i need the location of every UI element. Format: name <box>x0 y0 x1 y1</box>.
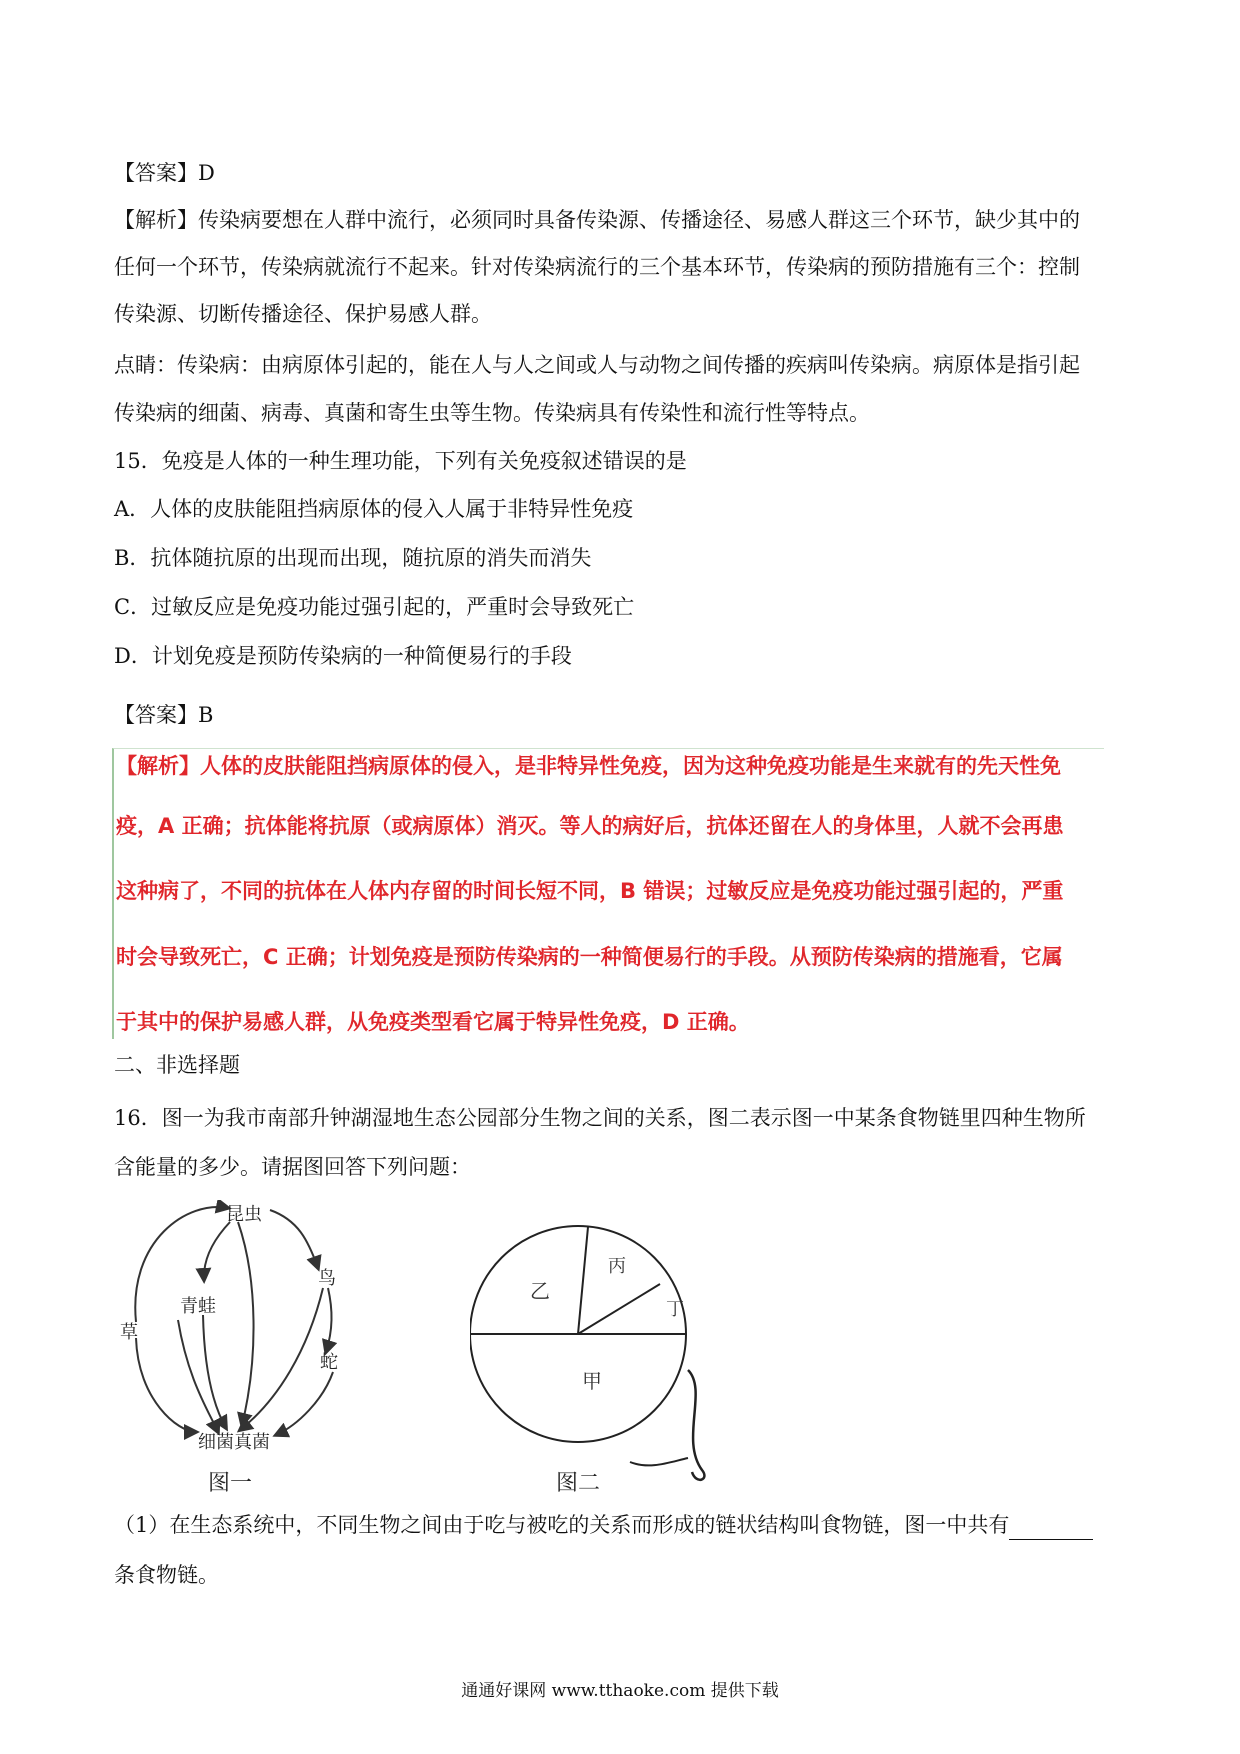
question-16-sub-1 <box>114 1510 1093 1540</box>
question-15-option-b: B．抗体随抗原的出现而出现，随抗原的消失而消失 <box>114 546 592 570</box>
node-microbe: 细菌真菌 <box>198 1432 270 1453</box>
page-footer: 通通好课网 www.tthaoke.com 提供下载 <box>461 1681 779 1701</box>
analysis-15-line-2: 疫，A 正确；抗体能将抗原（或病原体）消灭。等人的病好后，抗体还留在人的身体里，人就不会再患 <box>116 814 1064 838</box>
analysis-15-line-1: 【解析】人体的皮肤能阻挡病原体的侵入，是非特异性免疫，因为这种免疫功能是生来就有的先天性免 <box>116 754 1061 778</box>
figure-2-energy-pie <box>470 1200 730 1500</box>
pie-label-a: 甲 <box>582 1369 602 1393</box>
pie-label-c: 丙 <box>608 1256 626 1277</box>
question-16-stem-line-2: 含能量的多少。请据图回答下列问题： <box>114 1155 471 1179</box>
answer-14: 【答案】D <box>114 161 215 185</box>
analysis-14-line-3: 传染源、切断传播途径、保护易感人群。 <box>114 302 492 326</box>
node-bird: 鸟 <box>318 1268 336 1289</box>
question-16-sub-1-end: 条食物链。 <box>114 1563 219 1587</box>
question-15-option-c: C．过敏反应是免疫功能过强引起的，严重时会导致死亡 <box>114 595 635 619</box>
analysis-14-line-1: 【解析】传染病要想在人群中流行，必须同时具备传染源、传播途径、易感人群这三个环节，缺少其中的 <box>114 208 1080 232</box>
node-insect: 昆虫 <box>226 1204 262 1225</box>
analysis-14-line-4: 点睛：传染病：由病原体引起的，能在人与人之间或人与动物之间传播的疾病叫传染病。病原体是指引起 <box>114 353 1080 377</box>
figure-1-food-web <box>118 1200 398 1500</box>
pie-label-d: 丁 <box>666 1299 684 1320</box>
section-heading: 二、非选择题 <box>114 1053 240 1077</box>
question-15-stem: 15．免疫是人体的一种生理功能，下列有关免疫叙述错误的是 <box>114 449 687 473</box>
analysis-15-line-3: 这种病了，不同的抗体在人体内存留的时间长短不同，B 错误；过敏反应是免疫功能过强引起的，严重 <box>116 879 1064 903</box>
node-frog: 青蛙 <box>180 1296 216 1317</box>
node-grass: 草 <box>120 1322 138 1343</box>
analysis-14-line-5: 传染病的细菌、病毒、真菌和寄生虫等生物。传染病具有传染性和流行性等特点。 <box>114 401 870 425</box>
analysis-15-line-4: 时会导致死亡，C 正确；计划免疫是预防传染病的一种简便易行的手段。从预防传染病的措施看，它属 <box>116 945 1063 969</box>
question-15-option-d: D．计划免疫是预防传染病的一种简便易行的手段 <box>114 644 572 668</box>
answer-15: 【答案】B <box>114 703 214 727</box>
answer-blank[interactable] <box>1009 1517 1093 1540</box>
analysis-14-line-2: 任何一个环节，传染病就流行不起来。针对传染病流行的三个基本环节，传染病的预防措施有三个：控制 <box>114 255 1080 279</box>
question-16-sub-1-text: （1）在生态系统中，不同生物之间由于吃与被吃的关系而形成的链状结构叫食物链，图一中共有 <box>114 1513 1010 1537</box>
node-snake: 蛇 <box>320 1352 338 1373</box>
figure-2-caption: 图二 <box>556 1471 601 1496</box>
question-16-stem-line-1: 16．图一为我市南部升钟湖湿地生态公园部分生物之间的关系，图二表示图一中某条食物链里四种生物所 <box>114 1106 1086 1130</box>
analysis-15-line-5: 于其中的保护易感人群，从免疫类型看它属于特异性免疫，D 正确。 <box>116 1010 750 1034</box>
question-15-option-a: A．人体的皮肤能阻挡病原体的侵入人属于非特异性免疫 <box>114 497 634 521</box>
figure-1-caption: 图一 <box>208 1471 253 1496</box>
pie-label-b: 乙 <box>530 1279 550 1303</box>
